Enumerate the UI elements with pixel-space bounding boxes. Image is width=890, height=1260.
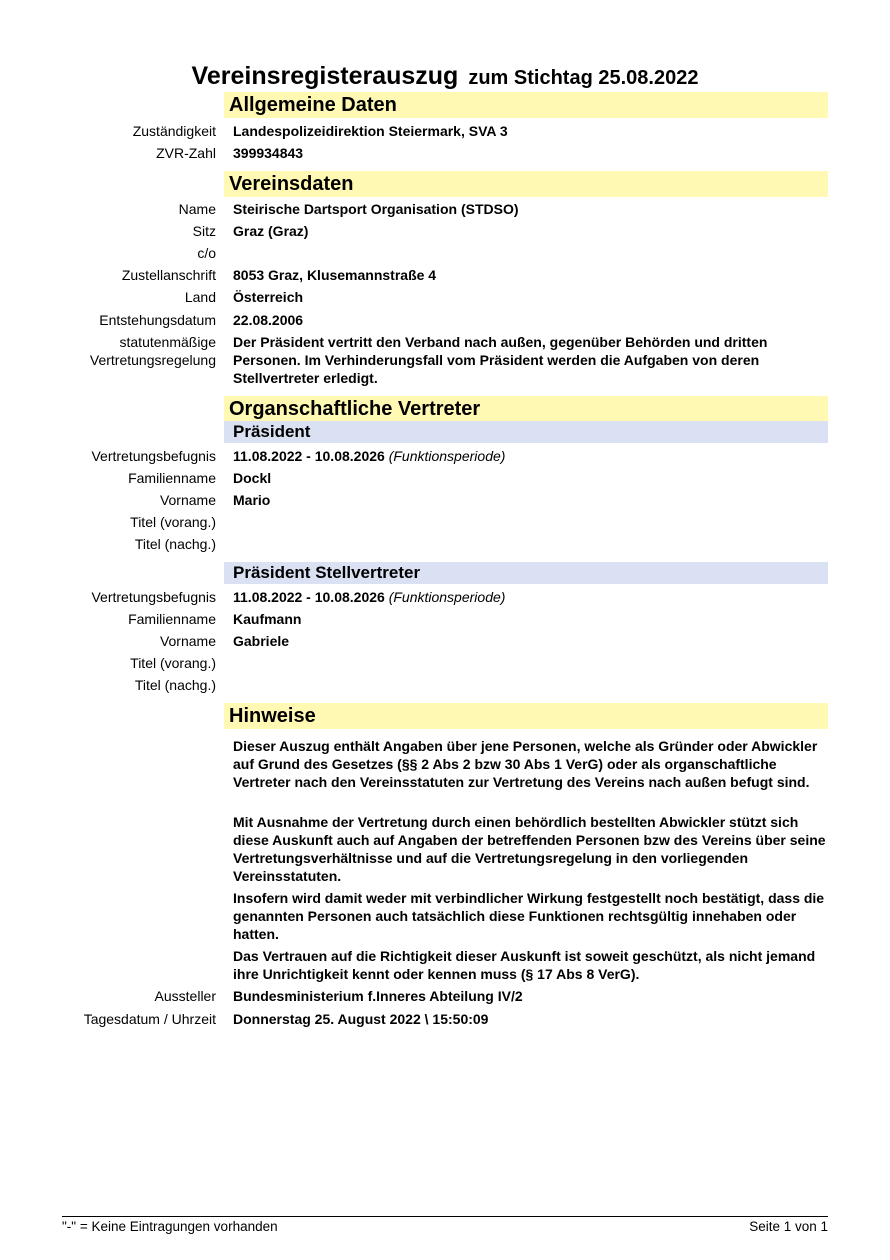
document-title (0, 62, 890, 91)
value-land: Österreich (233, 289, 304, 305)
label-zustaendigkeit: Zuständigkeit (132, 123, 216, 139)
label-land: Land (184, 289, 216, 305)
label-co: c/o (197, 245, 216, 261)
label-vorname-stellvertreter: Vorname (159, 633, 216, 649)
section-allgemeine-daten: Allgemeine Daten (224, 92, 828, 118)
label-name: Name (178, 201, 216, 217)
title-subtitle: zum Stichtag 25.08.2022 (468, 67, 699, 89)
value-entstehungsdatum: 22.08.2006 (233, 312, 304, 328)
label-titel-nach-stellvertreter: Titel (nachg.) (134, 677, 216, 693)
value-vertretungsregelung: Der Präsident vertritt den Verband nach außen, gegenüber Behörden und dritten Personen. Im Verhinderungsfall vom Präsident werden die Aufgaben von deren Stellvertreter erledigt. (233, 334, 768, 386)
subsection-praesident: Präsident (224, 421, 828, 443)
label-familienname-stellvertreter: Familienname (128, 611, 216, 627)
value-zvr: 399934843 (233, 145, 304, 161)
befugnis-dates: 11.08.2022 - 10.08.2026 (233, 589, 385, 605)
label-titel-vor-praesident: Titel (vorang.) (130, 514, 216, 530)
section-organschaftliche-vertreter: Organschaftliche Vertreter (224, 396, 828, 422)
title-main: Vereinsregisterauszug (191, 62, 459, 90)
label-familienname-praesident: Familienname (128, 470, 216, 486)
page-footer (62, 1216, 828, 1234)
hinweis-paragraph-3: Insofern wird damit weder mit verbindlicher Wirkung festgestellt noch bestätigt, dass die genannten Personen auch tatsächlich diese Funktionen rechtsgültig innehaben oder hatten. (233, 890, 825, 942)
label-titel-vor-stellvertreter: Titel (vorang.) (130, 655, 216, 671)
label-zustellanschrift: Zustellanschrift (121, 267, 216, 283)
label-vertretungsregelung-2: Vertretungsregelung (89, 352, 216, 368)
footer-legend: "-" = Keine Eintragungen vorhanden (62, 1219, 278, 1234)
value-vorname-stellvertreter: Gabriele (233, 633, 290, 649)
label-zvr: ZVR-Zahl (156, 145, 216, 161)
value-aussteller: Bundesministerium f.Inneres Abteilung IV/2 (233, 988, 523, 1004)
label-entstehungsdatum: Entstehungsdatum (99, 312, 216, 328)
hinweis-paragraph-4: Das Vertrauen auf die Richtigkeit dieser Auskunft ist soweit geschützt, als nicht jemand ihre Unrichtigkeit kennt oder kennen muss (§ 17 Abs 8 VerG). (233, 948, 816, 982)
page-number: Seite 1 von 1 (749, 1219, 828, 1234)
value-zustellanschrift: 8053 Graz, Klusemannstraße 4 (233, 267, 437, 283)
label-tagesdatum: Tagesdatum / Uhrzeit (83, 1011, 216, 1027)
label-aussteller: Aussteller (154, 988, 216, 1004)
label-sitz: Sitz (192, 223, 216, 239)
hinweis-paragraph-2: Mit Ausnahme der Vertretung durch einen behördlich bestellten Abwickler stützt sich diese Auskunft auch auf Angaben der betreffenden Personen bzw des Vereins über seine Vertretungsverhältnisse und auf die Vertretungsregelung in den vorliegenden Vereinsstatuten. (233, 814, 826, 884)
befugnis-periode: (Funktionsperiode) (388, 589, 506, 605)
value-befugnis-praesident (233, 447, 505, 465)
value-name: Steirische Dartsport Organisation (STDSO) (233, 201, 519, 217)
hinweis-paragraph-1: Dieser Auszug enthält Angaben über jene Personen, welche als Gründer oder Abwickler auf Grund des Gesetzes (§§ 2 Abs 2 bzw 30 Abs 1 VerG) oder als organschaftliche Vertreter nach den Vereinsstatuten zur Vertretung des Vereins nach außen befugt sind. (233, 738, 818, 790)
value-zustaendigkeit: Landespolizeidirektion Steiermark, SVA 3 (233, 123, 508, 139)
value-vorname-praesident: Mario (233, 492, 271, 508)
value-familienname-stellvertreter: Kaufmann (233, 611, 302, 627)
befugnis-dates: 11.08.2022 - 10.08.2026 (233, 448, 385, 464)
value-tagesdatum: Donnerstag 25. August 2022 \ 15:50:09 (233, 1011, 489, 1027)
label-vertretungsregelung-1: statutenmäßige (119, 334, 216, 350)
label-befugnis-stellvertreter: Vertretungsbefugnis (91, 589, 216, 605)
label-vorname-praesident: Vorname (159, 492, 216, 508)
value-sitz: Graz (Graz) (233, 223, 309, 239)
subsection-praesident-stellvertreter: Präsident Stellvertreter (224, 562, 828, 584)
section-hinweise: Hinweise (224, 703, 828, 729)
value-familienname-praesident: Dockl (233, 470, 272, 486)
label-befugnis-praesident: Vertretungsbefugnis (91, 448, 216, 464)
label-titel-nach-praesident: Titel (nachg.) (134, 536, 216, 552)
section-vereinsdaten: Vereinsdaten (224, 171, 828, 197)
value-befugnis-stellvertreter (233, 588, 505, 606)
befugnis-periode: (Funktionsperiode) (388, 448, 506, 464)
